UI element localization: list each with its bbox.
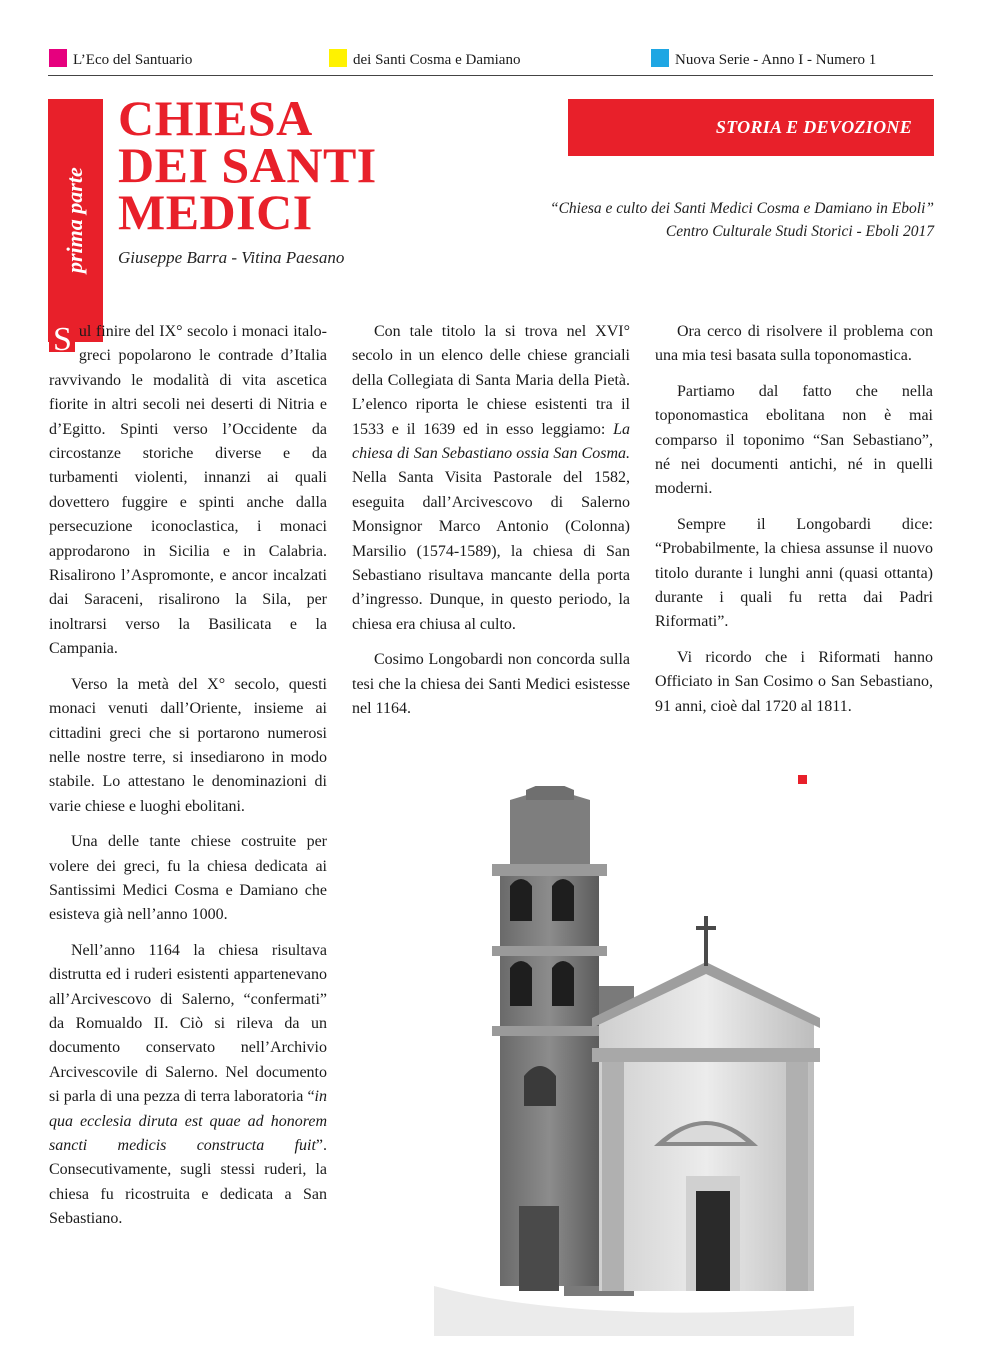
paragraph-text: ”. Consecutivamente, sugli stessi ruderi, la chiesa fu ricostruita e dedicata a San Sebastiano.	[49, 1137, 327, 1228]
title-line-1: CHIESA	[118, 90, 313, 146]
paragraph-text: Con tale titolo la si trova nel XVI° secolo in un elenco delle chiese granciali della Collegiata di Santa Maria della Pietà. L’elenco riporta le chiese esistenti tra il 1533 e il 1639 ed in esso leggiamo:	[352, 323, 630, 438]
article-title	[118, 90, 377, 240]
cyan-square-icon	[651, 49, 669, 67]
paragraph	[352, 320, 630, 637]
source-citation	[550, 197, 934, 243]
paragraph	[49, 320, 327, 662]
yellow-square-icon	[329, 49, 347, 67]
title-line-3: MEDICI	[118, 184, 313, 240]
header-subtitle: dei Santi Cosma e Damiano	[353, 52, 521, 68]
section-banner	[568, 99, 934, 156]
paragraph: Ora cerco di risolvere il problema con una mia tesi basata sulla toponomastica.	[655, 323, 933, 365]
paragraph: Cosimo Longobardi non concorda sulla tesi che la chiesa dei Santi Medici esistesse nel 1164.	[352, 651, 630, 718]
side-label	[55, 227, 95, 273]
paragraph-text: Nella Santa Visita Pastorale del 1582, eseguita dall’Arcivescovo di Salerno Monsignor Marco Antonio (Colonna) Marsilio (1574-1589), la chiesa di San Sebastiano risultava mancante della porta d’ingresso. Dunque, in questo periodo, la chiesa era chiusa al culto.	[352, 469, 630, 633]
header-publication: L’Eco del Santuario	[73, 52, 193, 68]
church-photo	[434, 786, 854, 1336]
paragraph-text: ul finire del IX° secolo i monaci italo-greci popolarono le contrade d’Italia ravvivando le modalità di vita ascetica fiorite in altri secoli nei deserti di Nitria e d’Egitto. Spinti verso l’Occidente da circostanze storiche diverse e da turbamenti violenti, innanzi ai quali dovettero fuggire e spinti anche dalla persecuzione iconoclastica, i monaci approdarono in Sicilia e in Calabria. Risalirono l’Aspromonte, e ancor incalzati dai Saraceni, risalirono la Sila, per inoltrarsi verso la Basilicata e la Campania.	[49, 323, 327, 658]
drop-cap: S	[49, 322, 75, 352]
section-label: STORIA E DEVOZIONE	[715, 117, 912, 137]
header-issue: Nuova Serie - Anno I - Numero 1	[675, 52, 877, 68]
article-column-2	[352, 320, 630, 733]
paragraph	[49, 939, 327, 1232]
italic-quote: La chiesa di San Sebastiano ossia San Cosma.	[352, 420, 630, 463]
title-line-2: DEI SANTI	[118, 137, 377, 193]
authors-byline: Giuseppe Barra - Vitina Paesano	[118, 248, 345, 267]
paragraph: Verso la metà del X° secolo, questi monaci venuti dall’Oriente, insieme ai cittadini greci che si portarono numerosi nelle nostre terre, si insediarono in modo stabile. Lo attestano le denominazioni di varie chiese e luoghi ebolitani.	[49, 675, 327, 815]
paragraph: Partiamo dal fatto che nella toponomastica ebolitana non è mai comparso il toponimo “San Sebastiano”, né nei documenti antichi, né in quelli moderni.	[655, 382, 933, 498]
paragraph-text: Nell’anno 1164 la chiesa risultava distrutta ed i ruderi esistenti appartenevano all’Arcivescovo di Salerno, “confermati” da Romualdo II. Ciò si rileva da un documento conservato nell’Archivio Arcivescovile di Salerno. Nel documento si parla di una pezza di terra laboratoria “	[49, 941, 327, 1106]
header-rule	[48, 75, 933, 76]
paragraph: Vi ricordo che i Riformati hanno Officiato in San Cosimo o San Sebastiano, 91 anni, cioè dal 1720 al 1811.	[655, 648, 933, 715]
latin-quote: in qua ecclesia diruta est quae ad honorem sancti medicis constructa fuit	[49, 1088, 327, 1154]
source-line-2: Centro Culturale Studi Storici - Eboli 2017	[665, 223, 934, 240]
article-column-1	[49, 320, 327, 1243]
paragraph: Sempre il Longobardi dice: “Probabilmente, la chiesa assunse il nuovo titolo durante i lunghi anni (quasi ottanta) durante i quali fu retta dai Padri Riformati”.	[655, 515, 933, 631]
article-column-3	[655, 320, 933, 730]
source-line-1: “Chiesa e culto dei Santi Medici Cosma e Damiano in Eboli”	[549, 200, 934, 217]
magenta-square-icon	[49, 49, 67, 67]
paragraph: Una delle tante chiese costruite per volere dei greci, fu la chiesa dedicata ai Santissimi Medici Cosma e Damiano che esisteva già nell’anno 1000.	[49, 833, 327, 924]
end-of-article-mark	[798, 775, 807, 784]
